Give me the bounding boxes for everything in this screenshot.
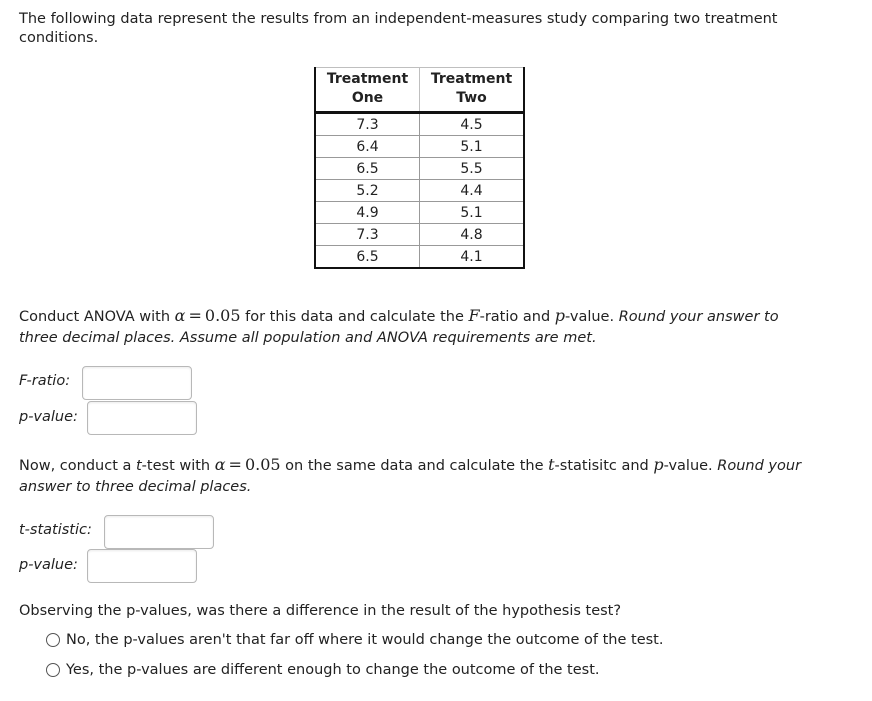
option-no-label: No, the p-values aren't that far off where it would change the outcome of the test. (66, 632, 664, 648)
data-table (314, 67, 525, 269)
option-yes[interactable] (46, 662, 600, 678)
ttest-instructions: Now, conduct a t-test with α = 0.05 on the same data and calculate the t-statisitc and p-value. Round your answer to three decimal places. (19, 455, 802, 495)
header-treatment-one: Treatment One (315, 68, 420, 113)
question-prompt: Observing the p-values, was there a difference in the result of the hypothesis test? (19, 603, 622, 619)
table-row: 4.9 5.1 (315, 202, 524, 224)
header-treatment-two: Treatment Two (420, 68, 525, 113)
f-ratio-input[interactable] (82, 366, 192, 400)
ttest-p-value-label: p-value: (19, 557, 78, 573)
table-row: 5.2 4.4 (315, 180, 524, 202)
table-row: 6.5 5.5 (315, 158, 524, 180)
t-statistic-label: t-statistic: (19, 522, 92, 538)
option-no[interactable] (46, 632, 663, 648)
option-yes-label: Yes, the p-values are different enough to change the outcome of the test. (66, 662, 600, 678)
t-statistic-input[interactable] (104, 515, 214, 549)
table-row: 6.5 4.1 (315, 246, 524, 269)
ttest-p-value-input[interactable] (87, 549, 197, 583)
anova-instructions: Conduct ANOVA with α = 0.05 for this data and calculate the F-ratio and p-value. Round your answer to three decimal places. Assume all population and ANOVA requirements are met. (19, 306, 779, 346)
anova-p-value-input[interactable] (87, 401, 197, 435)
anova-p-value-label: p-value: (19, 409, 78, 425)
table-row: 7.3 4.5 (315, 113, 524, 136)
radio-button[interactable] (46, 633, 60, 647)
f-ratio-label: F-ratio: (19, 373, 71, 389)
table-row: 6.4 5.1 (315, 136, 524, 158)
intro-text: The following data represent the results from an independent-measures study comparing two treatment conditions. (19, 11, 778, 46)
table-row: 7.3 4.8 (315, 224, 524, 246)
radio-button[interactable] (46, 663, 60, 677)
